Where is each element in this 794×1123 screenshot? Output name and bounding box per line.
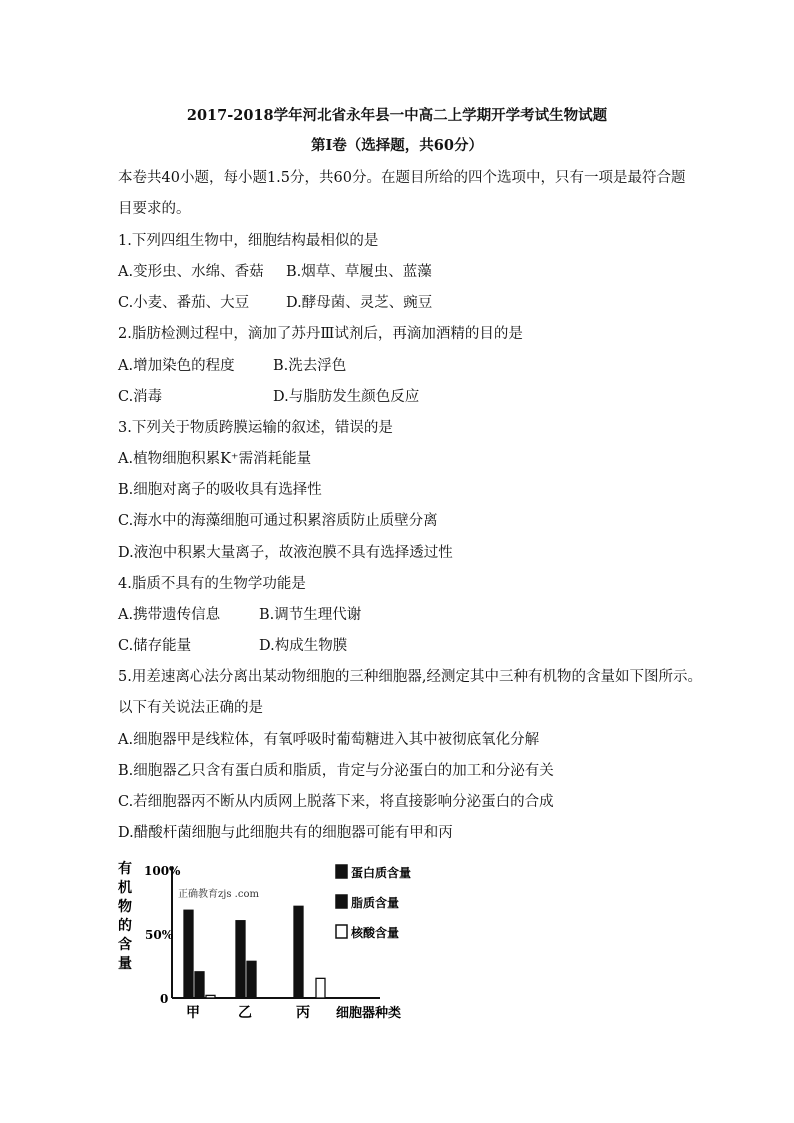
q4-option-b: B.调节生理代谢 [259,607,362,623]
q3-option-c: C.海水中的海藻细胞可通过积累溶质防止质壁分离 [118,513,438,529]
q2-option-b: B.洗去浮色 [273,358,347,374]
y-tick-label: 100% [144,864,181,878]
bar-丙-2 [316,978,325,998]
x-category-label: 丙 [296,1005,310,1021]
q5-option-a: A.细胞器甲是线粒体，有氧呼吸时葡萄糖进入其中被彻底氧化分解 [118,732,540,748]
watermark-text: 正确教育zjs .com [178,889,259,900]
bar-丙-0 [294,906,303,998]
q5-option-b: B.细胞器乙只含有蛋白质和脂质，肯定与分泌蛋白的加工和分泌有关 [118,763,554,779]
organelle-content-chart [110,855,430,1030]
legend-swatch [336,895,347,908]
y-axis-label-char: 物 [118,899,132,915]
legend-swatch [336,925,347,938]
chart-legend [336,865,411,940]
bar-甲-2 [206,995,215,998]
q2-stem: 2.脂肪检测过程中，滴加了苏丹Ⅲ试剂后，再滴加酒精的目的是 [118,326,523,342]
q4-stem: 4.脂质不具有的生物学功能是 [118,576,306,592]
x-category-label: 乙 [238,1005,252,1021]
intro-line-1: 本卷共40小题，每小题1.5分，共60分。在题目所给的四个选项中，只有一项是最符合题 [118,170,686,186]
y-axis-label-char: 含 [118,937,132,953]
q3-option-a: A.植物细胞积累K⁺需消耗能量 [118,451,312,467]
q5-stem-1: 5.用差速离心法分离出某动物细胞的三种细胞器,经测定其中三种有机物的含量如下图所示。 [118,669,702,685]
legend-label: 核酸含量 [351,926,400,940]
y-axis-label-char: 有 [118,861,132,877]
legend-label: 蛋白质含量 [351,866,412,880]
q1-option-d: D.酵母菌、灵芝、豌豆 [286,295,433,311]
q1-stem: 1.下列四组生物中，细胞结构最相似的是 [118,233,379,249]
q2-option-d: D.与脂肪发生颜色反应 [273,389,420,405]
bar-甲-0 [184,910,193,998]
bar-乙-1 [247,961,256,998]
x-axis-label: 细胞器种类 [336,1006,402,1021]
q2-option-c: C.消毒 [118,389,163,405]
q3-option-b: B.细胞对离子的吸收具有选择性 [118,482,322,498]
q5-stem-2: 以下有关说法正确的是 [118,700,263,716]
q5-option-c: C.若细胞器丙不断从内质网上脱落下来，将直接影响分泌蛋白的合成 [118,794,554,810]
q1-option-c: C.小麦、番茄、大豆 [118,295,250,311]
legend-swatch [336,865,347,878]
q3-stem: 3.下列关于物质跨膜运输的叙述，错误的是 [118,420,393,436]
bar-乙-0 [236,921,245,998]
q4-option-d: D.构成生物膜 [259,638,348,654]
x-category-label: 甲 [186,1005,200,1021]
q4-option-c: C.储存能量 [118,638,192,654]
y-tick-label: 50% [145,928,174,942]
section-title: 第Ⅰ卷（选择题，共60分） [311,137,483,154]
y-axis-label [118,860,132,972]
y-axis-label-char: 机 [118,880,132,896]
legend-label: 脂质含量 [351,896,400,910]
intro-line-2: 目要求的。 [118,201,191,217]
y-tick-label: 0 [160,992,169,1006]
y-axis-label-char: 量 [118,956,132,972]
exam-title: 2017-2018学年河北省永年县一中高二上学期开学考试生物试题 [186,107,608,124]
q3-option-d: D.液泡中积累大量离子，故液泡膜不具有选择透过性 [118,545,453,561]
bar-group [184,906,325,998]
q5-option-d: D.醋酸杆菌细胞与此细胞共有的细胞器可能有甲和丙 [118,825,453,841]
q1-option-a: A.变形虫、水绵、香菇 [118,264,264,280]
bar-甲-1 [195,972,204,998]
q4-option-a: A.携带遗传信息 [118,607,221,623]
q1-option-b: B.烟草、草履虫、蓝藻 [286,264,432,280]
y-axis-label-char: 的 [118,918,132,934]
x-category-labels [186,1005,310,1021]
q2-option-a: A.增加染色的程度 [118,358,235,374]
